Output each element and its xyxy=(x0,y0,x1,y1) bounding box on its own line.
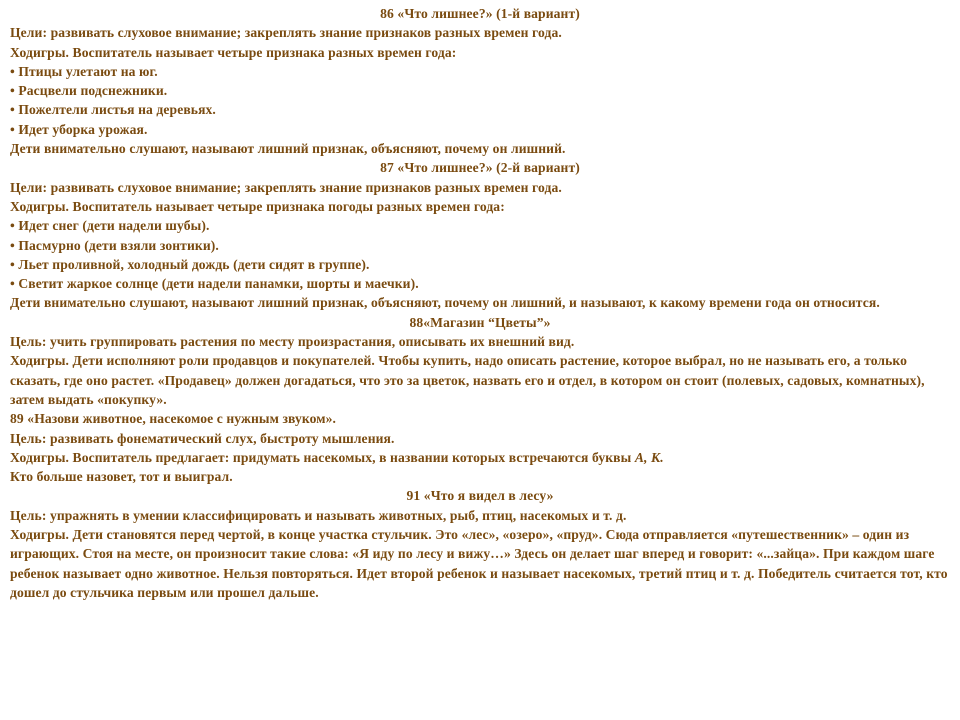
bullet-item: • Пожелтели листья на деревьях. xyxy=(10,100,950,119)
section-course-text: Ходигры. Воспитатель предлагает: придумать насекомых, в названии которых встречаются буквы xyxy=(10,449,635,465)
bullet-item: • Птицы улетают на юг. xyxy=(10,62,950,81)
section-goal: Цели: развивать слуховое внимание; закреплять знание признаков разных времен года. xyxy=(10,179,562,195)
bullet-item: • Идет снег (дети надели шубы). xyxy=(10,216,950,235)
section-closing: Дети внимательно слушают, называют лишний признак, объясняют, почему он лишний. xyxy=(10,141,566,157)
section-title: 88«Магазин “Цветы”» xyxy=(409,314,551,330)
section-course: Ходигры. Дети исполняют роли продавцов и покупателей. Чтобы купить, надо описать растение, которое выбрал, но не называть его, а только сказать, где оно растет. «Продавец» должен догадаться, что это за цветок, назвать его и отдел, в котором он стоит (полевых, садовых, комнатных), затем выдать «покупку». xyxy=(10,353,925,407)
section-closing: Дети внимательно слушают, называют лишний признак, объясняют, почему он лишний, и называют, к какому времени года он относится. xyxy=(10,295,880,311)
section-goal: Цель: учить группировать растения по месту произрастания, описывать их внешний вид. xyxy=(10,334,575,350)
section-course: Ходигры. Воспитатель называет четыре признака разных времен года: xyxy=(10,44,457,60)
section-course-letters: А, К. xyxy=(634,449,664,465)
section-title: 86 «Что лишнее?» (1-й вариант) xyxy=(380,6,580,21)
section-course xyxy=(10,448,950,467)
section-goal: Цели: развивать слуховое внимание; закреплять знание признаков разных времен года. xyxy=(10,25,562,41)
bullet-item: • Идет уборка урожая. xyxy=(10,120,950,139)
bullet-item: • Светит жаркое солнце (дети надели панамки, шорты и маечки). xyxy=(10,274,950,293)
section-title: 91 «Что я видел в лесу» xyxy=(406,488,554,504)
bullet-item: • Пасмурно (дети взяли зонтики). xyxy=(10,236,950,255)
section-closing: Кто больше назовет, тот и выиграл. xyxy=(10,469,233,485)
section-course: Ходигры. Дети становятся перед чертой, в конце участка стульчик. Это «лес», «озеро», «пруд». Сюда отправляется «путешественник» – один из играющих. Стоя на месте, он произносит такие слова: «Я иду по лесу и вижу…» Здесь он делает шаг вперед и говорит: «...зайца». При каждом шаге ребенок называет одно животное. Нельзя повторяться. Идет второй ребенок и называет насекомых, третий птиц и т. д. Победитель считается тот, кто дошел до стульчика первым или прошел дальше. xyxy=(10,527,948,600)
bullet-item: • Льет проливной, холодный дождь (дети сидят в группе). xyxy=(10,255,950,274)
document-page xyxy=(10,4,950,602)
section-goal: Цель: упражнять в умении классифицировать и называть животных, рыб, птиц, насекомых и т. д. xyxy=(10,507,627,523)
section-title: 87 «Что лишнее?» (2-й вариант) xyxy=(380,160,580,176)
section-course: Ходигры. Воспитатель называет четыре признака погоды разных времен года: xyxy=(10,198,505,214)
section-title: 89 «Назови животное, насекомое с нужным звуком». xyxy=(10,411,337,427)
section-goal: Цель: развивать фонематический слух, быстроту мышления. xyxy=(10,430,395,446)
bullet-item: • Расцвели подснежники. xyxy=(10,81,950,100)
